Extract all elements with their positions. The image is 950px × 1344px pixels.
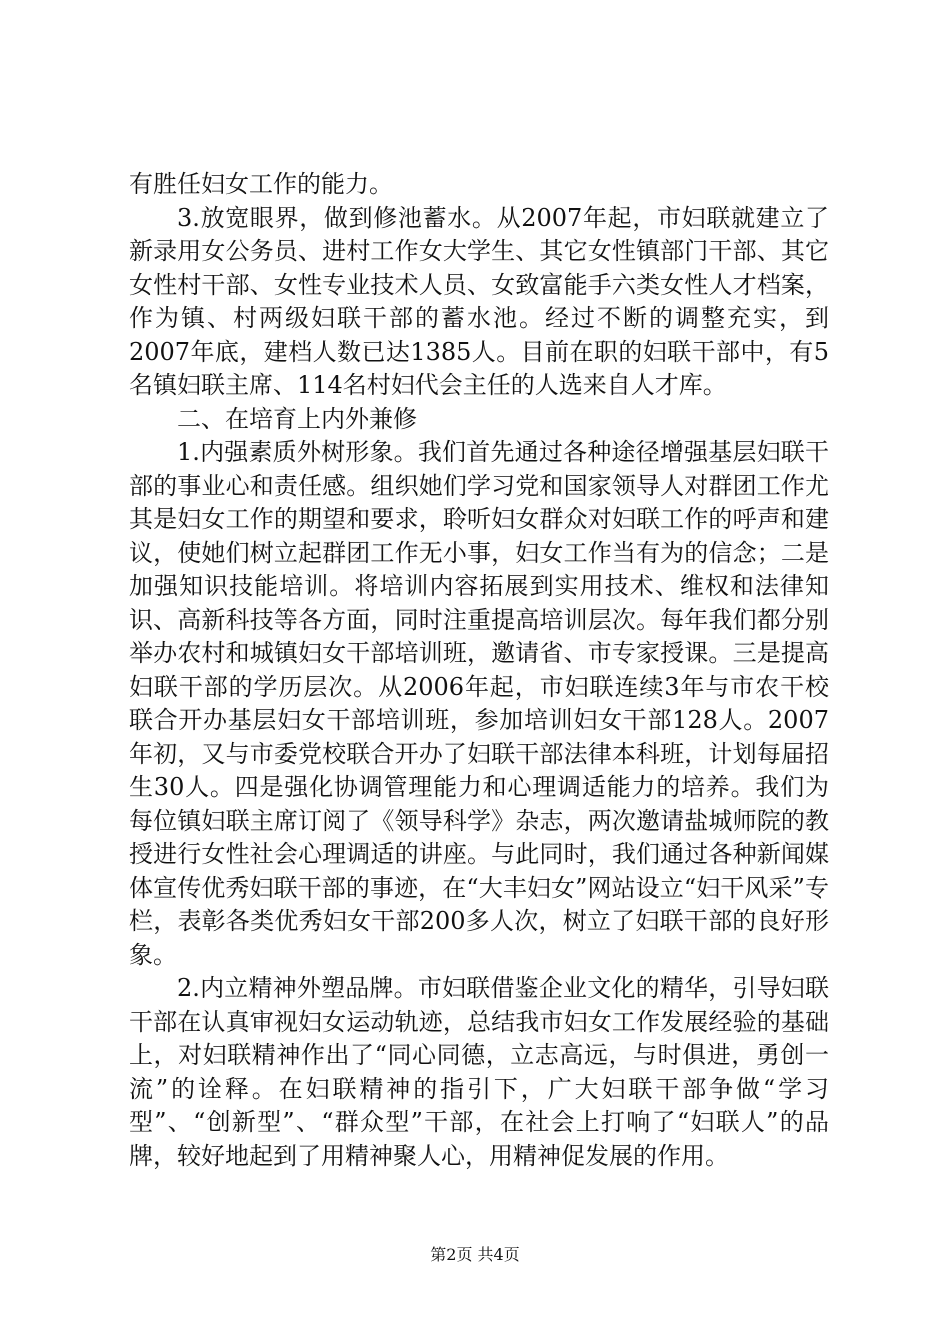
paragraph-quality-image: 1.内强素质外树形象。我们首先通过各种途径增强基层妇联干部的事业心和责任感。组织她们学习党和国家领导人对群团工作尤其是妇女工作的期望和要求，聆听妇女群众对妇联工作的呼声和建议，使她们树立起群团工作无小事，妇女工作当有为的信念；二是加强知识技能培训。将培训内容拓展到实用技术、维权和法律知识、高新科技等各方面，同时注重提高培训层次。每年我们都分别举办农村和城镇妇女干部培训班，邀请省、市专家授课。三是提高妇联干部的学历层次。从2006年起，市妇联连续3年与市农干校联合开办基层妇女干部培训班，参加培训妇女干部128人。2007年初，又与市委党校联合开办了妇联干部法律本科班，计划每届招生30人。四是强化协调管理能力和心理调适能力的培养。我们为每位镇妇联主席订阅了《领导科学》杂志，两次邀请盐城师院的教授进行女性社会心理调适的讲座。与此同时，我们通过各种新闻媒体宣传优秀妇联干部的事迹，在“大丰妇女”网站设立“妇干风采”专栏，表彰各类优秀妇女干部200多人次，树立了妇联干部的良好形象。 [129,438,829,969]
paragraph-spirit-brand: 2.内立精神外塑品牌。市妇联借鉴企业文化的精华，引导妇联干部在认真审视妇女运动轨迹，总结我市妇女工作发展经验的基础上，对妇联精神作出了“同心同德，立志高远，与时俱进，勇创一流”的诠释。在妇联精神的指引下，广大妇联干部争做“学习型”、“创新型”、“群众型”干部，在社会上打响了“妇联人”的品牌，较好地起到了用精神聚人心，用精神促发展的作用。 [129,974,829,1170]
paragraph-continuation: 有胜任妇女工作的能力。 [129,170,393,198]
paragraph-talent-pool: 3.放宽眼界，做到修池蓄水。从2007年起，市妇联就建立了新录用女公务员、进村工作女大学生、其它女性镇部门干部、其它女性村干部、女性专业技术人员、女致富能手六类女性人才档案，作为镇、村两级妇联干部的蓄水池。经过不断的调整充实，到2007年底，建档人数已达1385人。目前在职的妇联干部中，有5名镇妇联主席、114名村妇代会主任的人选来自人才库。 [129,203,829,399]
document-body [129,168,829,1173]
page-footer: 第2页 共4页 [430,1245,520,1264]
section-heading-cultivation: 二、在培育上内外兼修 [177,404,417,433]
